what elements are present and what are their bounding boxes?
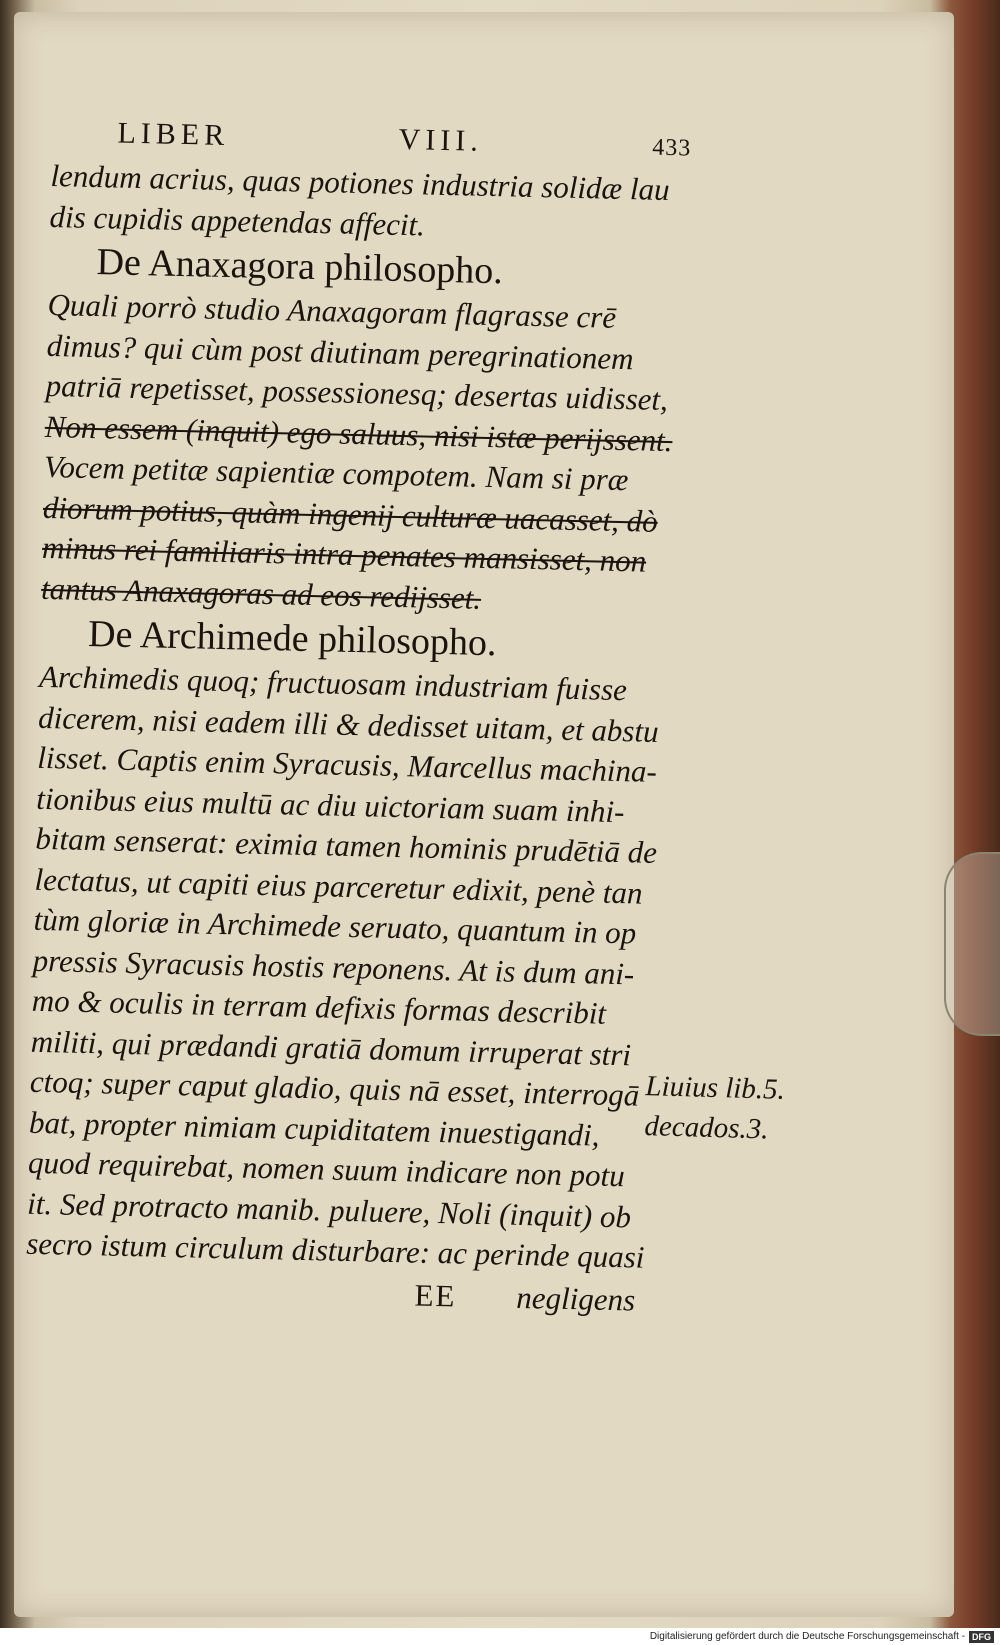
text-line: militi, qui prædandi gratiā domum irruperat stri: [30, 1023, 632, 1072]
text-line: ctoq; super caput gladio, quis nā esset, interrogā: [29, 1063, 640, 1113]
signature-mark: EE: [414, 1277, 457, 1313]
text-line: patriā repetisset, possessionesq; desertas uidisset,: [45, 367, 669, 418]
text-line: it. Sed protracto manib. puluere, Noli (inquit) ob: [26, 1185, 632, 1234]
section-heading-archimedes: De Archimede philosopho.: [87, 612, 497, 665]
running-head-number: VIII.: [398, 122, 484, 158]
margin-note-line: decados.3.: [644, 1110, 769, 1146]
text-line: lendum acrius, quas potiones industria solidæ lau: [50, 157, 670, 208]
text-line: dimus? qui cùm post diutinam peregrinationem: [46, 327, 634, 376]
text-line: tionibus eius multū ac diu uictoriam suam inhi-: [36, 780, 625, 829]
text-line: mo & oculis in terram defixis formas describit: [31, 982, 607, 1031]
text-line: pressis Syracusis hostis reponens. At is dum ani-: [32, 942, 635, 991]
running-head-book: LIBER: [117, 116, 230, 153]
text-line: Non essem (inquit) ego saluus, nisi istæ perijssent.: [44, 408, 673, 458]
text-line: tùm gloriæ in Archimede seruato, quantum in op: [33, 901, 637, 951]
footer-credit: Digitalisierung gefördert durch die Deutsche Forschungsgemeinschaft -: [649, 1631, 965, 1642]
page-number: 433: [652, 134, 692, 162]
text-line: dis cupidis appetendas affecit.: [49, 198, 426, 242]
page-text-block: [25, 112, 692, 1321]
footer-credit-bar: [0, 1628, 1000, 1645]
margin-note-line: Liuius lib.5.: [645, 1070, 786, 1106]
text-line: bitam senserat: eximia tamen hominis prudētiā de: [35, 820, 658, 870]
text-line: Vocem petitæ sapientiæ compotem. Nam si præ: [43, 448, 629, 498]
text-line: bat, propter nimiam cupiditatem inuestigandi,: [28, 1104, 600, 1153]
margin-note: [644, 1066, 785, 1150]
text-line: secro istum circulum disturbare: ac perinde quasi: [25, 1225, 645, 1275]
section-heading-anaxagoras: De Anaxagora philosopho.: [96, 241, 504, 293]
text-line: minus rei familiaris intra penates mansisset, non: [41, 529, 647, 579]
text-line: lectatus, ut capiti eius parceretur edixit, penè tan: [34, 861, 643, 911]
text-line: dicerem, nisi eadem illi & dedisset uitam, et abstu: [37, 699, 659, 749]
text-line: lisset. Captis enim Syracusis, Marcellus machina-: [36, 739, 658, 789]
page-clip: [944, 852, 1000, 1036]
catchword: negligens: [516, 1279, 636, 1318]
text-line: diorum potius, quàm ingenij culturæ uacasset, dò: [42, 489, 659, 539]
text-line: quod requirebat, nomen suum indicare non potu: [27, 1144, 626, 1194]
text-line: Archimedis quoq; fructuosam industriam fuisse: [38, 658, 628, 708]
text-line: Quali porrò studio Anaxagoram flagrasse crē: [47, 286, 617, 335]
text-line: tantus Anaxagoras ad eos redijsset.: [40, 570, 482, 616]
dfg-logo: DFG: [969, 1631, 994, 1643]
